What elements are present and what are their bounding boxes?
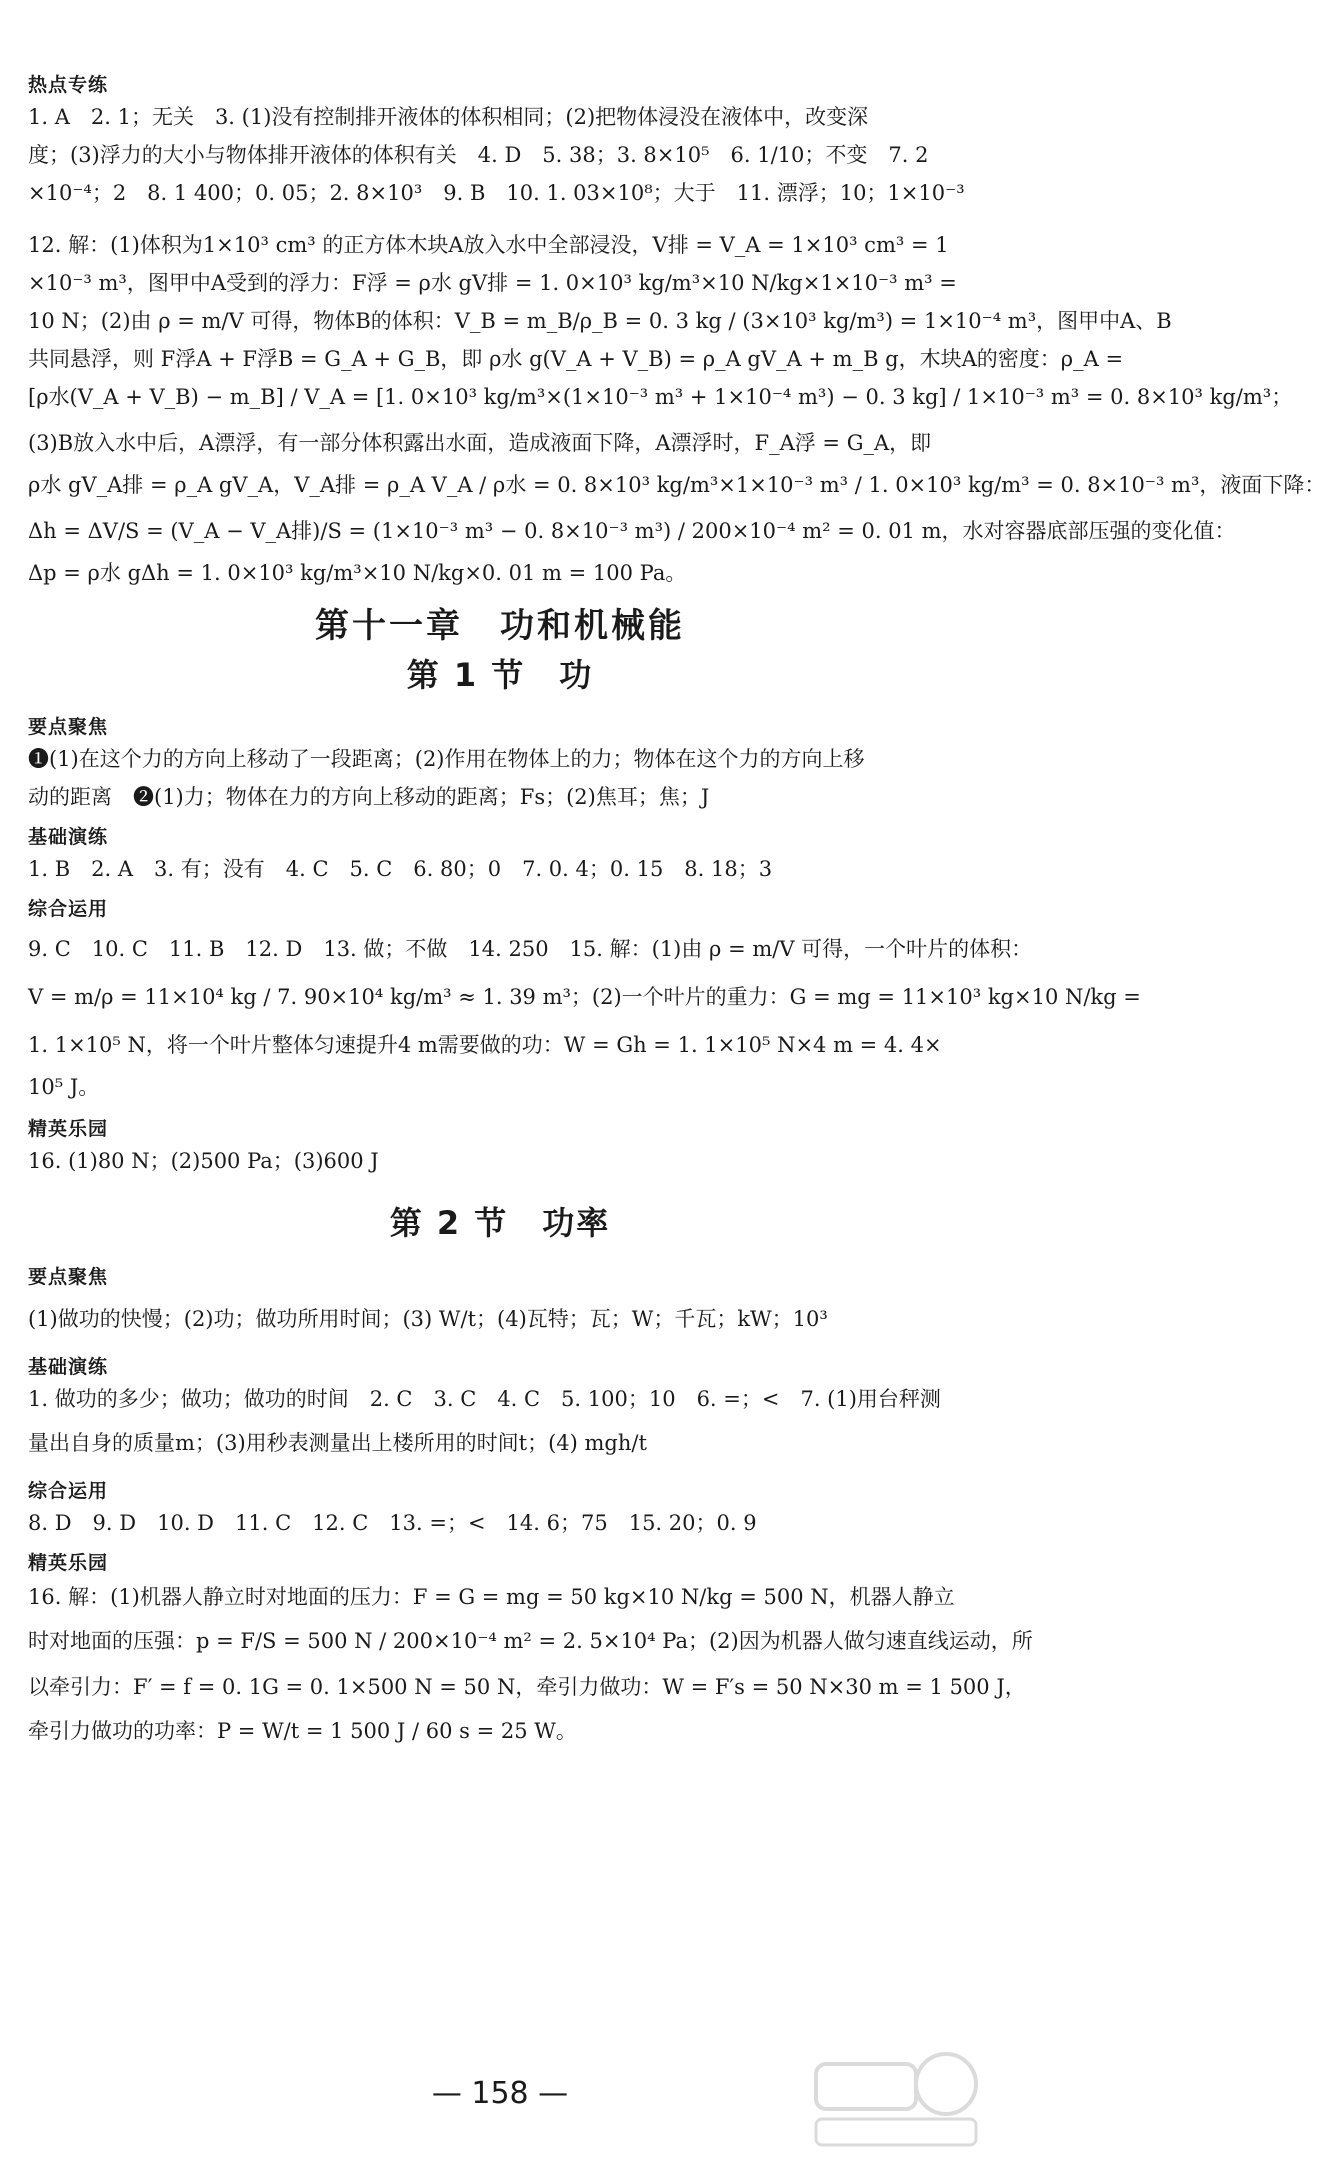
answer-line: 1. 做功的多少；做功；做功的时间 2. C 3. C 4. C 5. 100；10 6. =；< 7. (1)用台秤测: [28, 1387, 941, 1411]
answer-line: 16. 解：(1)机器人静立时对地面的压力：F = G = mg = 50 kg×10 N/kg = 500 N，机器人静立: [28, 1585, 955, 1609]
comp-heading: 综合运用: [28, 898, 109, 920]
answer-line: 牵引力做功的功率：P = W/t = 1 500 J / 60 s = 25 W。: [28, 1719, 577, 1743]
page-number: — 158 —: [431, 2076, 569, 2111]
focus-heading: 要点聚焦: [28, 716, 109, 738]
answer-line: ×10⁻³ m³，图甲中A受到的浮力：F浮 = ρ水 gV排 = 1. 0×10³ kg/m³×10 N/kg×1×10⁻³ m³ =: [28, 271, 957, 295]
answer-line: ×10⁻⁴；2 8. 1 400；0. 05；2. 8×10³ 9. B 10. 1. 03×10⁸；大于 11. 漂浮；10；1×10⁻³: [28, 181, 965, 205]
answer-line: V = m/ρ = 11×10⁴ kg / 7. 90×10⁴ kg/m³ ≈ 1. 39 m³；(2)一个叶片的重力：G = mg = 11×10³ kg×10 N/kg =: [28, 985, 1141, 1009]
answer-line: 度；(3)浮力的大小与物体排开液体的体积有关 4. D 5. 38；3. 8×10⁵ 6. 1/10；不变 7. 2: [28, 143, 929, 167]
hotspot-heading: 热点专练: [28, 74, 109, 96]
chapter-title: 第十一章 功和机械能: [315, 606, 685, 646]
answer-line: 1. A 2. 1；无关 3. (1)没有控制排开液体的体积相同；(2)把物体浸没在液体中，改变深: [28, 105, 869, 129]
answer-line: 时对地面的压强：p = F/S = 500 N / 200×10⁻⁴ m² = 2. 5×10⁴ Pa；(2)因为机器人做匀速直线运动，所: [28, 1629, 1033, 1653]
answer-line: Δh = ΔV/S = (V_A − V_A排)/S = (1×10⁻³ m³ − 0. 8×10⁻³ m³) / 200×10⁻⁴ m² = 0. 01 m，水对容器底部压强的变化值：: [28, 519, 1236, 543]
focus-heading: 要点聚焦: [28, 1266, 109, 1288]
elite-heading: 精英乐园: [28, 1552, 109, 1574]
answer-line: 动的距离 ❷(1)力；物体在力的方向上移动的距离；Fs；(2)焦耳；焦；J: [28, 785, 710, 809]
answer-line: 1. 1×10⁵ N，将一个叶片整体匀速提升4 m需要做的功：W = Gh = 1. 1×10⁵ N×4 m = 4. 4×: [28, 1033, 942, 1057]
elite-heading: 精英乐园: [28, 1118, 109, 1140]
answer-line: 共同悬浮，则 F浮A + F浮B = G_A + G_B，即 ρ水 g(V_A + V_B) = ρ_A gV_A + m_B g，木块A的密度：ρ_A =: [28, 347, 1124, 371]
section-title: 第 2 节 功率: [389, 1204, 611, 1242]
watermark-logo: [796, 2044, 986, 2154]
section-title: 第 1 节 功: [406, 656, 594, 694]
basic-heading: 基础演练: [28, 826, 109, 848]
basic-heading: 基础演练: [28, 1356, 109, 1378]
answer-line: ❶(1)在这个力的方向上移动了一段距离；(2)作用在物体上的力；物体在这个力的方向上移: [28, 747, 865, 771]
answer-line: [ρ水(V_A + V_B) − m_B] / V_A = [1. 0×10³ kg/m³×(1×10⁻³ m³ + 1×10⁻⁴ m³) − 0. 3 kg] / 1×10⁻³ m³ = 0. 8×10³ kg/m³；: [28, 385, 1293, 409]
answer-line: 以牵引力：F′ = f = 0. 1G = 0. 1×500 N = 50 N，牵引力做功：W = F′s = 50 N×30 m = 1 500 J，: [28, 1675, 1026, 1699]
answer-line: 9. C 10. C 11. B 12. D 13. 做；不做 14. 250 15. 解：(1)由 ρ = m/V 可得，一个叶片的体积：: [28, 937, 1033, 961]
answer-line: 量出自身的质量m；(3)用秒表测量出上楼所用的时间t；(4) mgh/t: [28, 1431, 647, 1455]
answer-line: Δp = ρ水 gΔh = 1. 0×10³ kg/m³×10 N/kg×0. 01 m = 100 Pa。: [28, 561, 687, 585]
answer-line: 1. B 2. A 3. 有；没有 4. C 5. C 6. 80；0 7. 0. 4；0. 15 8. 18；3: [28, 857, 773, 881]
answer-line: 10⁵ J。: [28, 1075, 100, 1099]
answer-line: ρ水 gV_A排 = ρ_A gV_A，V_A排 = ρ_A V_A / ρ水 = 0. 8×10³ kg/m³×1×10⁻³ m³ / 1. 0×10³ kg/m³ = 0. 8×10⁻³ m³，液面下降：: [28, 473, 1325, 497]
answer-line: 10 N；(2)由 ρ = m/V 可得，物体B的体积：V_B = m_B/ρ_B = 0. 3 kg / (3×10³ kg/m³) = 1×10⁻⁴ m³，图甲中A、B: [28, 309, 1172, 333]
answer-line: (1)做功的快慢；(2)功；做功所用时间；(3) W/t；(4)瓦特；瓦；W；千瓦；kW；10³: [28, 1307, 828, 1331]
answer-line: 16. (1)80 N；(2)500 Pa；(3)600 J: [28, 1149, 379, 1173]
answer-line: 8. D 9. D 10. D 11. C 12. C 13. =；< 14. 6；75 15. 20；0. 9: [28, 1511, 757, 1535]
answer-line: 12. 解：(1)体积为1×10³ cm³ 的正方体木块A放入水中全部浸没，V排 = V_A = 1×10³ cm³ = 1: [28, 233, 949, 257]
answer-line: (3)B放入水中后，A漂浮，有一部分体积露出水面，造成液面下降，A漂浮时，F_A浮 = G_A，即: [28, 431, 932, 455]
comp-heading: 综合运用: [28, 1480, 109, 1502]
